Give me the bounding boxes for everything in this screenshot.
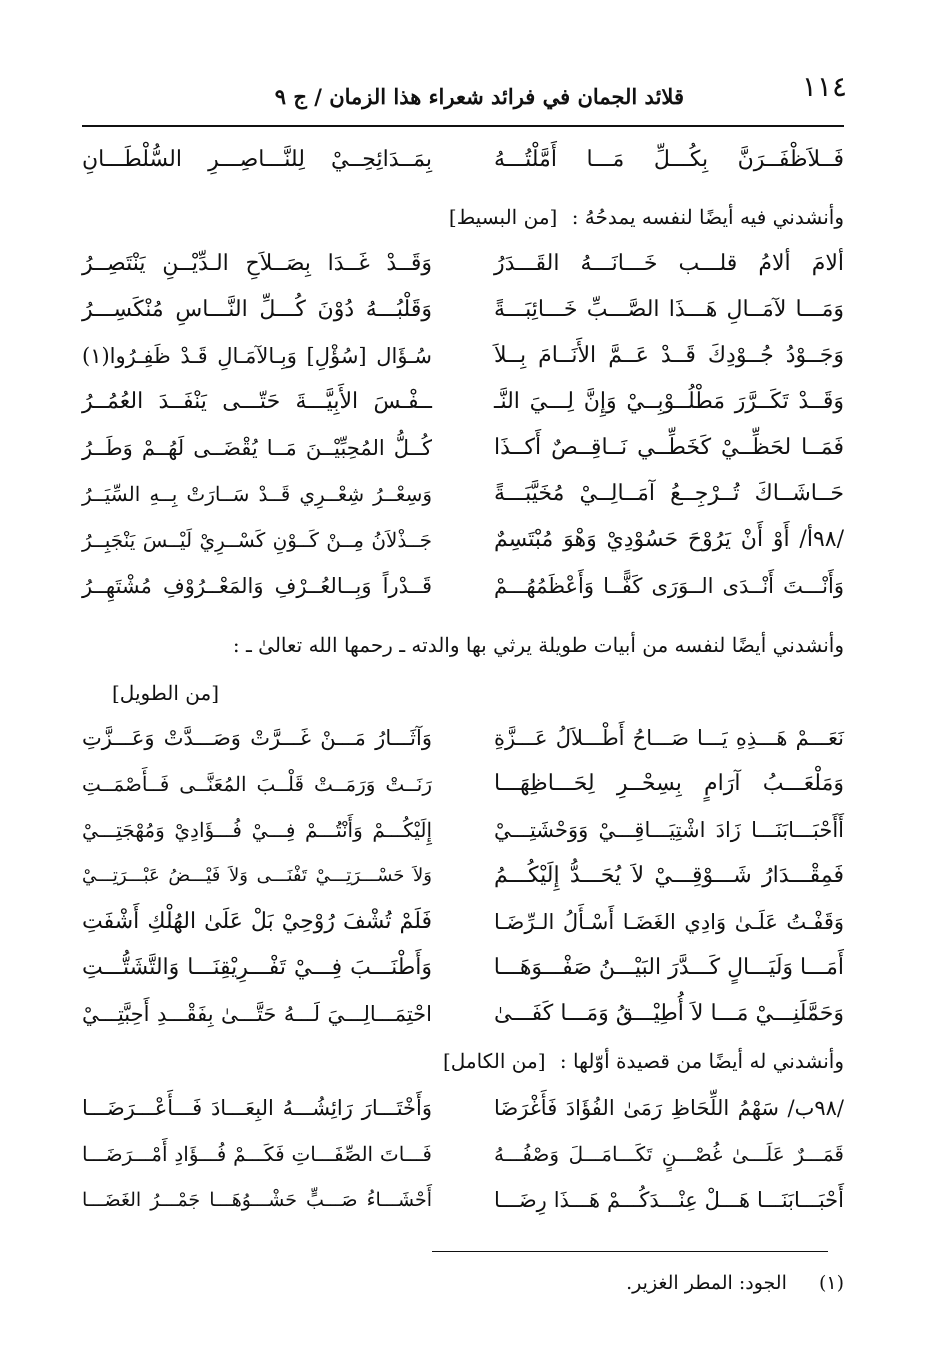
verse-line (82, 336, 844, 376)
verse-second-hemistich: ــفْـسَ الأَبِيَّـــةَ حَتّـــى يَنْفَــدَ العُمُــرُ (82, 389, 432, 414)
section-intro: وأنشدني أيضًا لنفسه من أبيات طويلة يرثي بها والدته ـ رحمها الله تعالىٰ ـ : (232, 633, 844, 657)
verse-line (82, 474, 844, 514)
verse-line (82, 520, 844, 560)
header-divider (82, 125, 844, 127)
verse-first-hemistich: فَمَــا لحَظِّــيْ كَخَطِّــي نَــاقِــصٌ أَكــذَا (494, 435, 844, 460)
footnote-text: الجود: المطر الغزير. (626, 1272, 787, 1294)
verse-line (82, 382, 844, 422)
verse-line (82, 1134, 844, 1174)
verse-first-hemistich: وَجَــوْدُ جُــوْدِكَ قَــدْ عَــمَّ الأَنَــامَ بِــلاَ (494, 343, 844, 368)
meter-label: [من الكامل] (442, 1049, 546, 1073)
verse-first-hemistich: قَمَـــرٌ عَلَـــىٰ غُصْـــنٍ تَكَـــامَـــلَ وَصْفُـــهُ (494, 1142, 844, 1166)
verse-second-hemistich: وَأَخْتَـــارَ رَائِشُـــهُ البِعَـــادَ فَـــأَعْـــرَضَـــا (82, 1096, 432, 1120)
verse-second-hemistich: فَـــاتَ الصِّفَـــاتِ فَكَـــمْ فُـــؤَادِ أَمْـــرَضَـــا (82, 1142, 432, 1166)
section-intro (449, 200, 844, 234)
verse-first-hemistich: أَمَـــا وَلَيَـــالٍ كَـــدَّرَ البَيْـــنُ صَفْـــوَهَـــا (493, 955, 844, 980)
footnote (626, 1268, 844, 1298)
verse-first-hemistich: /٩٨ب/ سَهْمُ اللِّحَاظِ رَمَىٰ الفُؤَادَ فَأَغْرَضَا (494, 1096, 844, 1120)
verse-second-hemistich: وَلاَ حَسْـــرَتِـــيْ تَفْنَـــى وَلاَ فَيْـــضُ عَبْـــرَتِـــيْ (82, 865, 432, 886)
verse-line (82, 428, 844, 468)
verse-second-hemistich: وَآثَـــارُ مَـــنْ غَـــرَّتْ وَصَـــدَّتْ وَعَـــزَّتِ (82, 726, 432, 750)
verse-first-hemistich: نَعَـــمْ هَـــذِهِ يَـــا صَـــاحُ أَطْـــلاَلُ عَـــزَّةِ (494, 726, 844, 750)
verse-first-hemistich: ألامَ ألامُ قلـــب خَـــانَـــهُ القَـــدَرُ (494, 251, 844, 276)
section-intro (443, 1044, 844, 1078)
verse-second-hemistich: إِلَيْكُـــمْ وَأَنْتُـــمْ فِـــيْ فُـــؤَادِيْ وَمُهْجَتِـــيْ (82, 818, 432, 842)
page-number: ١١٤ (801, 70, 847, 103)
verse-first-hemistich: فَمِقْـــدَارُ شَـــوْقِـــيْ لاَ يُحَـــدُّ إِلَيْكُـــمُ (494, 863, 844, 888)
verse-second-hemistich: وَقَلْبُـــهُ دُوْنَ كُـــلِّ النَّـــاسِ مُنْكَسِـــرُ (82, 297, 432, 322)
verse-second-hemistich: بِمَــدَائِحِــيْ لِلنَّـــاصِـــرِ السُّلْطَـــانِ (82, 147, 432, 172)
verse-first-hemistich: فَــلاَظْفَــرَنَّ بِكُـــلِّ مَـــا أَمَّلْتُـــهُ (494, 147, 844, 172)
verse-line (82, 718, 844, 758)
verse-first-hemistich: وَقَــدْ تَكَــرَّرَ مَطْلُــوْبِــيْ وَإِنَّ لِـــيَ النَّـ (494, 389, 844, 414)
verse-line (82, 1180, 844, 1220)
verse-first-hemistich: أَأَحْبَـــابَنَـــا زَادَ اشْتِيَـــاقِـــيْ وَوَحْشَتِـــيْ (494, 818, 844, 842)
running-title: قلائد الجمان في فرائد شعراء هذا الزمان / ج ٩ (274, 84, 684, 109)
verse-line (82, 290, 844, 330)
verse-first-hemistich: وَأَنْـــتَ أَنْــدَى الــوَرَى كَفًّــا وَأَعْظَمُهُـــمْ (494, 574, 844, 598)
verse-second-hemistich: وَأَطْنَـــبَ فِـــيْ تَفْـــرِيْقِنَـــا وَالتَّشَتُّـــتِ (82, 955, 432, 980)
verse-second-hemistich: أَحْشَـــاءُ صَـــبٍّ حَشْـــوُهَـــا جَمْـــرُ الغَضَـــا (82, 1189, 432, 1211)
verse-second-hemistich: رَنَــتْ وَرَمَــتْ قَلْــبَ المُعَنَّــى فَــأَصْمَــتِ (82, 772, 432, 796)
verse-first-hemistich: أَحْبَـــابَنَـــا هَـــلْ عِنْـــدَكُـــمْ هَـــذَا رِضَـــا (494, 1188, 844, 1212)
verse-line (82, 948, 844, 988)
verse-second-hemistich: وَسِعْــرُ شِعْــرِي قَــدْ سَــارَتْ بِــهِ السِّيَــرُ (82, 482, 432, 506)
verse-line (82, 140, 844, 180)
verse-first-hemistich: وَمَلْعَـــبُ آرَامٍ بِسِحْــرِ لِحَـــاظِهَـــا (494, 771, 844, 796)
verse-first-hemistich: وَحَمَّلَنِـــيْ مَـــا لاَ أُطِيْـــقُ وَمَـــا كَفَـــىٰ (494, 1001, 844, 1026)
verse-line (82, 810, 844, 850)
verse-second-hemistich: وَقَــدْ غَــدَا بِصَــلاَحِ الـدِّيْــنِ يَنْتَصِــرُ (82, 251, 432, 276)
verse-line (82, 764, 844, 804)
verse-first-hemistich: /٩٨أ/ أَوْ أَنْ يَرُوْحَ حَسُوْدِيْ وَهْوَ مُبْتَسِمٌ (494, 527, 844, 552)
verse-line (82, 994, 844, 1034)
verse-line (82, 902, 844, 942)
verse-second-hemistich: احْتِمَـــالِـــيَ لَـــهُ حَتَّـــىٰ بِفَقْـــدِ أَحِبَّتِـــيْ (82, 1002, 432, 1026)
intro-text: وأنشدني فيه أيضًا لنفسه يمدحُهُ : (571, 205, 844, 229)
verse-first-hemistich: وَقَفْـتُ عَلَـىٰ وَادِي الغَضَـا أَسْـأَلُ الـرِّضَـا (494, 910, 844, 934)
verse-second-hemistich: سُـؤَال [سُؤْلِ] وَبِـالآمَـالِ قَـدْ ظَفِـرُوا(١) (82, 344, 432, 368)
verse-line (82, 244, 844, 284)
verse-line (82, 856, 844, 896)
verse-first-hemistich: وَمَـــا لآمَــالِ هَـــذَا الصَّـــبِّ خَـــائِبَـــةً (494, 297, 844, 322)
verse-second-hemistich: كُــلُّ المُحِبِّيْــنَ مَــا يُقْضَــى لَهُــمْ وَطَــرُ (82, 436, 432, 460)
verse-line (82, 1088, 844, 1128)
verse-second-hemistich: قَــدْراً وَبِــالعُــرْفِ وَالمَعْــرُوْفِ مُشْتَهِــرُ (82, 574, 432, 598)
meter-label: [من البسيط] (448, 205, 558, 229)
meter-label: [من الطويل] (112, 681, 220, 705)
verse-line (82, 566, 844, 606)
verse-second-hemistich: جَــذْلاَنُ مِــنْ كَــوْنِ كَسْــرِيْ لَيْــسَ يَنْجَبِــرُ (82, 528, 432, 552)
verse-second-hemistich: فَلَمْ تُشْفَ رُوْحِيْ بَلْ عَلَىٰ الهُلْكِ أَشْفَتِ (82, 909, 432, 934)
verse-first-hemistich: حَــاشَــاكَ تُــرْجِــعُ آمَــالِــيْ مُخَيَّبَـــةً (494, 481, 844, 506)
footnote-number: (١) (818, 1272, 844, 1294)
intro-text: وأنشدني له أيضًا من قصيدة أوّلها : (559, 1049, 844, 1073)
footnote-divider (432, 1251, 828, 1252)
